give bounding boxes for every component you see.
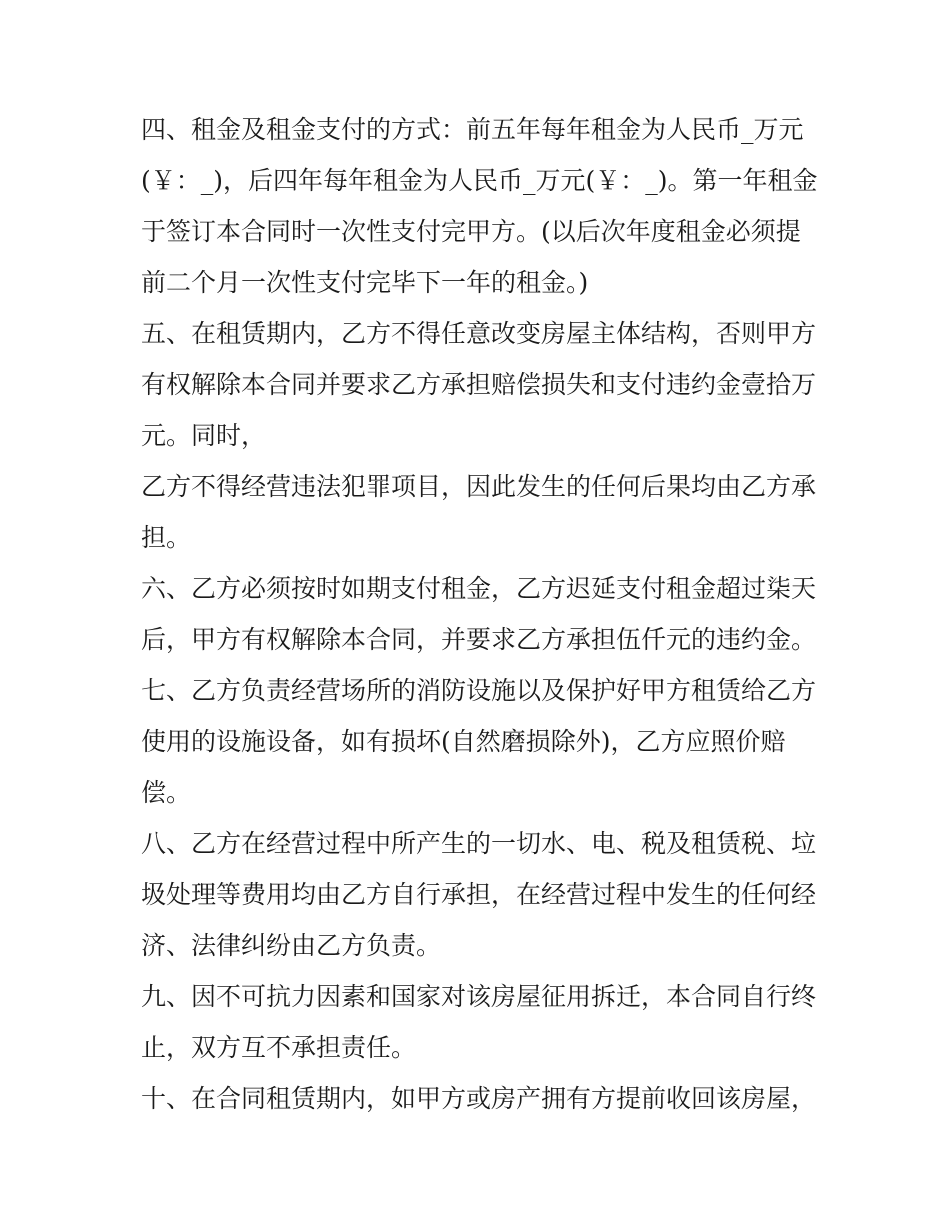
text-line: 五、在租赁期内，乙方不得任意改变房屋主体结构，否则甲方 — [141, 319, 817, 348]
text-line: 八、乙方在经营过程中所产生的一切水、电、税及租赁税、垃 — [141, 829, 817, 858]
text-line: 九、因不可抗力因素和国家对该房屋征用拆迁，本合同自行终 — [141, 982, 817, 1011]
text-line: 十、在合同租赁期内，如甲方或房产拥有方提前收回该房屋， — [141, 1084, 817, 1113]
contract-text — [141, 104, 841, 1124]
text-line: 圾处理等费用均由乙方自行承担，在经营过程中发生的任何经 — [141, 880, 817, 909]
text-line: 于签订本合同时一次性支付完甲方。(以后次年度租金必须提 — [141, 217, 801, 246]
text-line: 止，双方互不承担责任。 — [141, 1033, 417, 1062]
text-line: 偿。 — [141, 778, 192, 807]
text-line: 乙方不得经营违法犯罪项目，因此发生的任何后果均由乙方承 — [141, 472, 817, 501]
text-line: 四、租金及租金支付的方式：前五年每年租金为人民币_万元 — [141, 115, 804, 144]
text-line: 前二个月一次性支付完毕下一年的租金。) — [141, 268, 589, 297]
text-line: 后，甲方有权解除本合同，并要求乙方承担伍仟元的违约金。 — [141, 625, 817, 654]
text-line: (￥：_)，后四年每年租金为人民币_万元(￥：_)。第一年租金 — [141, 166, 818, 195]
text-line: 元。同时， — [141, 421, 267, 450]
text-line: 有权解除本合同并要求乙方承担赔偿损失和支付违约金壹拾万 — [141, 370, 817, 399]
text-line: 六、乙方必须按时如期支付租金，乙方迟延支付租金超过柒天 — [141, 574, 817, 603]
text-line: 七、乙方负责经营场所的消防设施以及保护好甲方租赁给乙方 — [141, 676, 817, 705]
text-line: 担。 — [141, 523, 192, 552]
text-line: 使用的设施设备，如有损坏(自然磨损除外)，乙方应照价赔 — [141, 727, 786, 756]
text-line: 济、法律纠纷由乙方负责。 — [141, 931, 442, 960]
